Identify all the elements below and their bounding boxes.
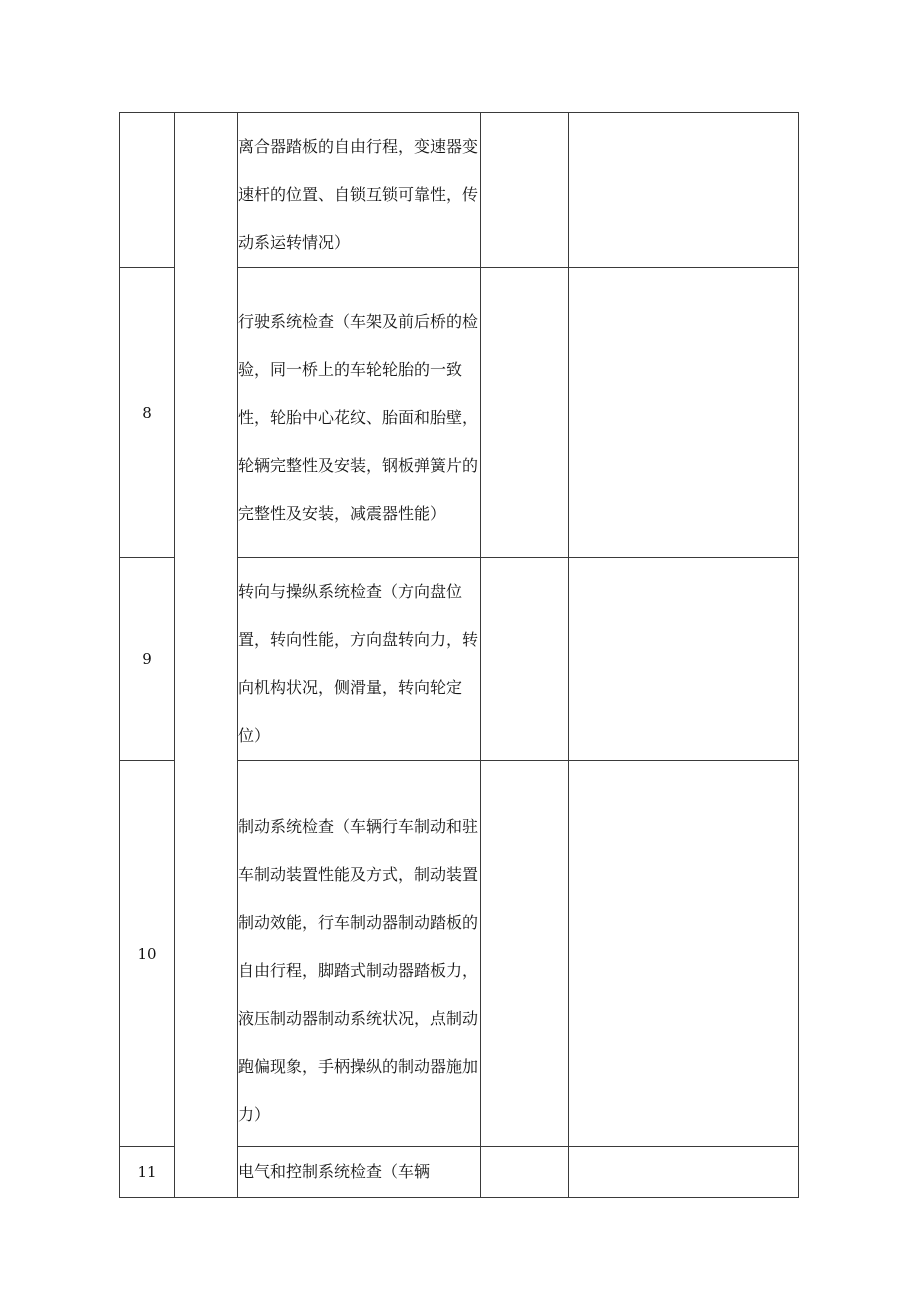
inspection-item-text: 制动系统检查（车辆行车制动和驻车制动装置性能及方式，制动装置制动效能，行车制动器制动踏板的自由行程，脚踏式制动器踏板力，液压制动器制动系统状况，点制动跑偏现象，手柄操纵的制动器施加力） [238,816,479,1124]
inspection-item [238,761,481,1147]
inspection-item [238,268,481,558]
result-cell [481,268,569,558]
inspection-item-text: 离合器踏板的自由行程，变速器变速杆的位置、自锁互锁可靠性，传动系运转情况） [238,137,479,252]
remark-cell [569,268,799,558]
result-cell [481,1147,569,1198]
inspection-item [238,1147,481,1198]
category-cell [175,113,238,1198]
row-number: 8 [120,268,175,558]
row-number: 11 [120,1147,175,1198]
result-cell [481,113,569,268]
result-cell [481,558,569,761]
row-number: 9 [120,558,175,761]
inspection-item [238,113,481,268]
inspection-table [119,112,799,1198]
inspection-item-text: 电气和控制系统检查（车辆 [238,1162,431,1181]
row-number [120,113,175,268]
inspection-item-text: 行驶系统检查（车架及前后桥的检验，同一桥上的车轮轮胎的一致性，轮胎中心花纹、胎面和胎壁，轮辆完整性及安装，钢板弹簧片的完整性及安装，减震器性能） [238,311,479,523]
remark-cell [569,761,799,1147]
remark-cell [569,558,799,761]
row-number: 10 [120,761,175,1147]
result-cell [481,761,569,1147]
remark-cell [569,113,799,268]
remark-cell [569,1147,799,1198]
table-row [120,113,799,268]
inspection-item [238,558,481,761]
inspection-item-text: 转向与操纵系统检查（方向盘位置，转向性能，方向盘转向力，转向机构状况，侧滑量，转向轮定位） [238,582,479,745]
